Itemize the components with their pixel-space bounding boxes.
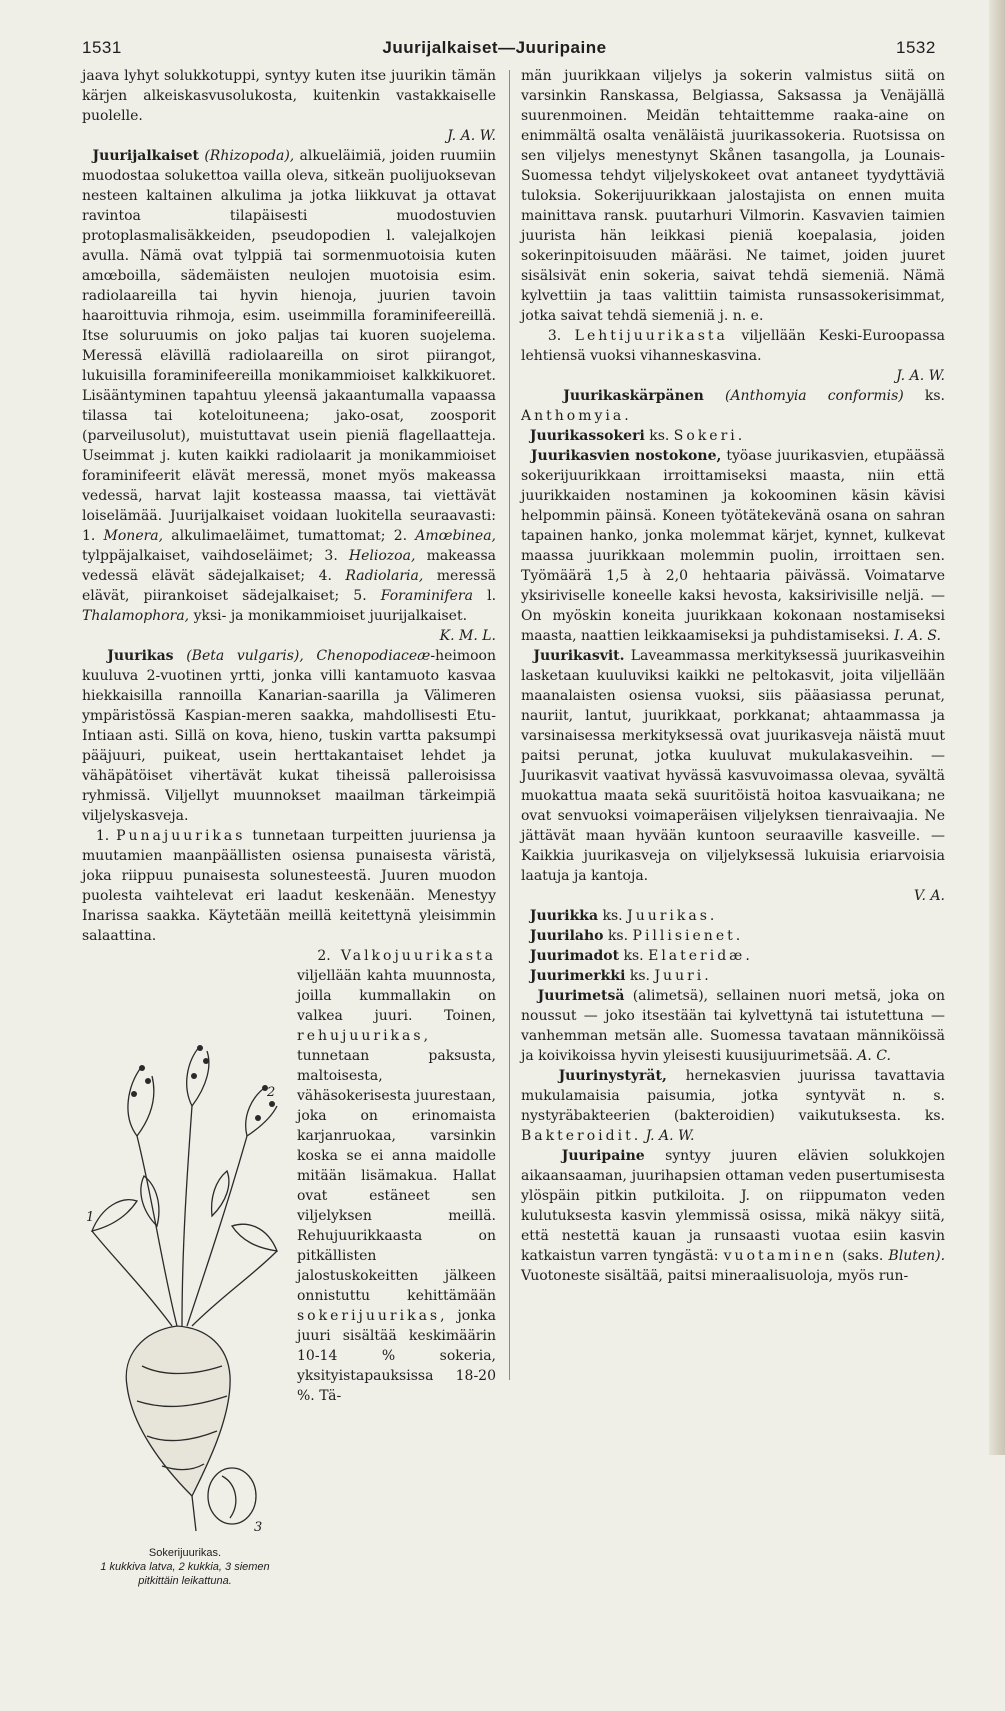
- entry-juuripaine: Juuripaine syntyy juuren elävien solukkojen aikaansaaman, juurihapsien ottaman veden pusertumisesta ylöspäin pitkin putkiloita. J. on riippumaton veden kulutuksesta kasvin ylemmissä osissa, mikä näkyy siitä, että nestettä kauan ja runsaasti vuotaa esiin kasvin katkaistun varren tyngästä: vuotaminen (saks. Bluten). Vuotoneste sisältää, paitsi mineraalisuoloja, myös run-: [521, 1148, 946, 1284]
- left-column: [82, 66, 496, 1711]
- figure-label-3: 3: [254, 1520, 263, 1535]
- entry-juurimerkki: Juurimerkki ks. Juuri.: [529, 968, 712, 984]
- page-edge: [989, 0, 1005, 1455]
- entry-headword: Juurimetsä: [537, 988, 625, 1004]
- entry-juurikas: Juurikas (Beta vulgaris), Chenopodiaceæ-heimoon kuuluva 2-vuotinen yrtti, jonka villi kantamuoto kasvaa hiekkaisilla rannoilla Kanarian-saarilla ja Välimeren ympäristössä Kaspian-meren saakka, mahdollisesti Etu-Intiaan asti. Sillä on kova, hieno, tuskin vartta paksumpi pääjuuri, puikeat, usein herttakantaiset lehdet ja vähäpätöiset vihertävät kukat tiheissä palleroisissa ryhmissä. Viljellyt muunnokset maailman tärkeimpiä viljelyskasveja.: [82, 648, 497, 824]
- juurikas-item-1: 1. Punajuurikas tunnetaan turpeitten juuriensa ja muutamien maanpäällisten osiensa punaisesta väristä, joka riippuu punaisesta solunesteestä. Juuren muodon puolesta vaihtelevat eri laadut keskenään. Menestyy Inarissa saakka. Käytetään meillä keitettynä yleisimmin salaattina.: [82, 828, 497, 944]
- figure-label-2: 2: [267, 1085, 276, 1100]
- entry-headword: Juurimadot: [529, 948, 620, 964]
- figure-sugar-beet: [82, 946, 292, 1711]
- column-divider: [509, 70, 510, 1380]
- entry-headword: Juurinystyrät,: [558, 1068, 667, 1084]
- page-number-right: 1532: [896, 38, 936, 57]
- author-signature: K. M. L.: [439, 628, 496, 644]
- entry-juurilaho: Juurilaho ks. Pillisienet.: [529, 928, 744, 944]
- entry-headword: Juurijalkaiset: [92, 148, 200, 164]
- juurikas-item-2: 2. Valkojuurikasta viljellään kahta muunnosta, joilla kummallakin on valkea juuri. Toinen, rehujuurikas, tunnetaan paksusta, maltoisesta, vähäsokerisesta juurestaan, joka on erinomaista karjanruokaa, varsinkin koska se ei anna maidolle mitään lisämakua. Hallat ovat estäneet sen viljelyksen meillä. Rehujuurikkaasta on pitkällisten jalostuskokeitten jälkeen onnistuttu kehittämään sokerijuurikas, jonka juuri sisältää keskimäärin 10-14 % sokeria, yksityistapauksissa 18-20 %. Tä-: [297, 948, 496, 1404]
- author-signature: I. A. S.: [893, 628, 941, 644]
- entry-continuation: jaava lyhyt solukkotuppi, syntyy kuten itse juurikin tämän kärjen alkeiskasvusolukosta, kuitenkin vastakkaiselle puolelle. J. A. W.: [82, 68, 496, 144]
- entry-juurijalkaiset: Juurijalkaiset (Rhizopoda), alkueläimiä, joiden ruumiin muodostaa solukettoa vailla oleva, sitkeän puolijuoksevan nesteen kaltainen alkulima ja jotka liikkuvat ja ottavat ravintoa tilapäisesti muodostuvien protoplasmalisäkkeiden, pseudopodien l. valejalkojen avulla. Nämä ovat tylppiä tai sormenmuotoisia kuten amœboilla, sädemäisten neulojen muotoisia esim. radiolaareilla tai hyvin hienoja, juurien tavoin haaroittuvia rihmoja, esim. useimmilla foraminifeereillä. Itse soluruumis on joko paljas tai kuoren suojelema. Meressä elävillä radiolaareilla on sirot piirangot, lukuisilla foraminifeereilla monikammioiset kalkkikuoret. Lisääntyminen tapahtuu yleensä jakaantumalla vapaassa tilassa tai koteloituneena; jako-osat, zoosporit (parveilusolut), muistuttavat usein pieniä flagellaatteja. Useimmat j. kuten kaikki radiolaarit ja monikammioiset foraminifeerit elävät meressä, monet myös makeassa vedessä, harvat lajit kosteassa maassa, tai viettävät loiselämää. Juurijalkaiset voidaan luokitella seuraavasti: 1. Monera, alkulimaeläimet, tumattomat; 2. Amœbinea, tylppäjalkaiset, vaihdoseläimet; 3. Heliozoa, makeassa vedessä elävät sädejalkaiset; 4. Radiolaria, meressä elävät, piirankoiset sädejalkaiset; 5. Foraminifera l. Thalamophora, yksi- ja monikammioiset juurijalkaiset. K. M. L.: [82, 148, 497, 644]
- page-number-left: 1531: [82, 38, 122, 57]
- entry-continuation: män juurikkaan viljelys ja sokerin valmistus siitä on varsinkin Ranskassa, Belgiassa, Saksassa ja Venäjällä suurenmoinen. Meidän tehtaittemme raaka-aine on enimmältä osalta venäläistä juurikassokeria. Ruotsissa on sen viljelys menestynyt Skånen tasangolla, ja Lounais-Suomessa tehdyt viljelyskokeet ovat antaneet tyydyttäviä tuloksia. Sokerijuurikkaan jalostajista on ennen muita mainittava ransk. puutarhuri Vilmorin. Kasvavien taimien juurista hän leikkasi pieniä koepalasia, joiden sokerinpitoisuuden määräsi. Ne taimet, joiden juuret sisälsivät enin sokeria, saivat tehdä siemeniä. Nämä kylvettiin ja taas valittiin taimista runsassokerisimmat, jotka saivat tehdä siemeniä j. n. e.: [521, 68, 945, 324]
- entry-headword: Juurimerkki: [529, 968, 626, 984]
- entry-headword: Juurikas: [107, 648, 174, 664]
- entry-headword: Juurikaskärpänen: [563, 388, 704, 404]
- right-column: [521, 66, 945, 1286]
- running-header: [0, 38, 989, 64]
- figure-caption: Sokerijuurikas. 1 kukkiva latva, 2 kukkia, 3 siemen pitkittäin leikattuna.: [100, 1547, 270, 1587]
- entry-nostokone: Juurikasvien nostokone, työase juurikasvien, etupäässä sokerijuurikkaan irroittamiseksi maasta, niin että juurikkaiden nostaminen ja kokoominen käsin kävisi helpommin päinsä. Koneen työtätekevänä osana on sahran tapainen hanko, jonka molemmat kärjet, kynnet, kulkevat maassa juurikkaan molemmin puolin, irroittaen sen. Työmäärä 1,5 à 2,0 hehtaaria päivässä. Voimatarve yksiriviselle koneelle kaksi hevosta, kaksirivisille neljä. — On myöskin koneita juurikkaan kokonaan nostamiseksi maasta, naattien leikkaamiseksi ja puhdistamiseksi. I. A. S.: [521, 448, 945, 644]
- running-title: Juurijalkaiset—Juuripaine: [382, 38, 607, 57]
- figure-label-1: 1: [86, 1210, 95, 1225]
- author-signature: J. A. W.: [645, 1128, 695, 1144]
- entry-juurikka: Juurikka ks. Juurikas.: [529, 908, 718, 924]
- entry-juurikassokeri: Juurikassokeri ks. Sokeri.: [529, 428, 746, 444]
- author-signature: J. A. W.: [447, 128, 496, 144]
- entry-juurimadot: Juurimadot ks. Elateridæ.: [529, 948, 753, 964]
- entry-headword: Juurilaho: [529, 928, 604, 944]
- entry-headword: Juuripaine: [561, 1148, 645, 1164]
- entry-juurikasvit: Juurikasvit. Laveammassa merkityksessä juurikasveihin lasketaan kuuluviksi kaikki ne peltokasvit, joita viljellään maanalaisten osiensa vuoksi, siis pääasiassa perunat, nauriit, lantut, juurikkaat, porkkanat; ahtaammassa ja varsinaisessa merkityksessä ovat juurikasveja näistä muut paitsi perunat, jotka kuuluvat mukulakasveihin. — Juurikasvit vaativat hyvässä kasvuvoimassa olevaa, syvältä muokattua maata sekä suuritöistä hoitoa kasvuaikana; ne ovat senvuoksi voimaperäisen viljelyksen tienraivaajia. Ne jättävät maan hyvään kuntoon seuraaville kasveille. — Kaikkia juurikasveja on viljelyksessä lukuisia eriarvoisia laatuja ja kantoja. V. A.: [521, 648, 946, 904]
- entry-juurimetsa: Juurimetsä (alimetsä), sellainen nuori metsä, joka on noussut — joko itsestään tai kylvettynä tai istutettuna — vanhemman metsän alle. Suomessa tavataan männiköissä ja koivikoissa hyvin yleisesti kuusijuurimetsää. A. C.: [521, 988, 945, 1064]
- juurikas-item-3: 3. Lehtijuurikasta viljellään Keski-Euroopassa lehtiensä vuoksi vihanneskasvina. J. A. W.: [521, 328, 945, 384]
- entry-headword: Juurikka: [529, 908, 599, 924]
- sugar-beet-illustration: [82, 1026, 287, 1541]
- author-signature: V. A.: [913, 888, 945, 904]
- entry-juurinystyrat: Juurinystyrät, hernekasvien juurissa tavattavia mukulamaisia paisumia, jotka syntyvät n. s. nystyräbakteerien (bakteroidien) vaikutuksesta. ks. Bakteroidit. J. A. W.: [521, 1068, 945, 1144]
- entry-headword: Juurikasvien nostokone,: [530, 448, 722, 464]
- entry-juurikaskarpanen: Juurikaskärpänen (Anthomyia conformis) ks. Anthomyia.: [521, 388, 946, 424]
- author-signature: J. A. W.: [896, 368, 945, 384]
- entry-headword: Juurikassokeri: [529, 428, 645, 444]
- entry-headword: Juurikasvit.: [533, 648, 625, 664]
- author-signature: A. C.: [857, 1048, 891, 1064]
